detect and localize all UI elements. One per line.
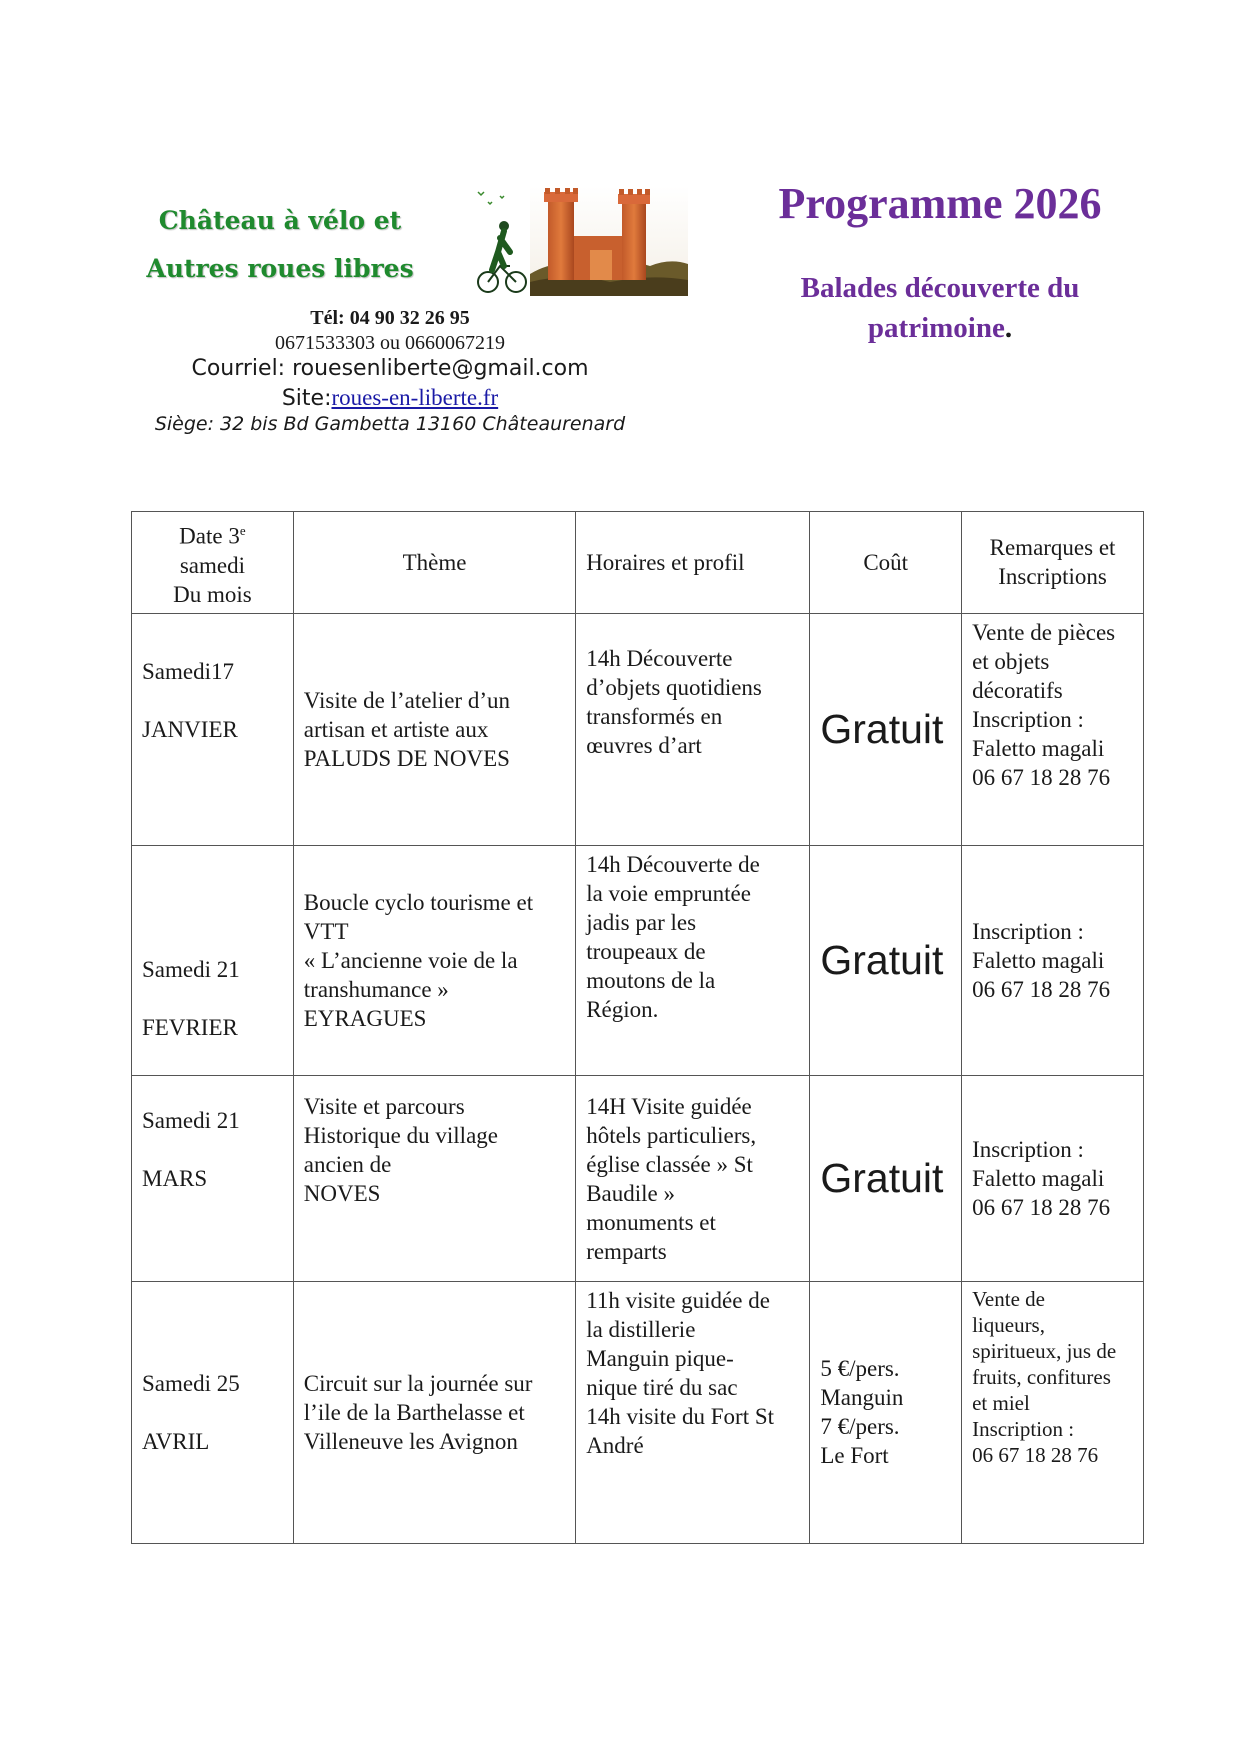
program-table <box>131 511 1144 1544</box>
row-month: AVRIL <box>142 1428 210 1454</box>
table-row <box>132 1075 1144 1281</box>
program-subtitle-text: Balades découverte du patrimoine <box>800 272 1080 344</box>
row-theme <box>293 1075 575 1281</box>
cout-line: 7 €/pers. <box>820 1414 900 1440</box>
horaires-line: 14H Visite guidée <box>586 1093 752 1119</box>
remarque-line: Vente de <box>972 1286 1045 1311</box>
remarque-line: décoratifs <box>972 677 1063 703</box>
row-month: MARS <box>142 1165 208 1191</box>
row-remarques <box>962 613 1144 845</box>
cout-line: Le Fort <box>820 1443 889 1469</box>
remarque-line: 06 67 18 28 76 <box>972 1442 1099 1467</box>
horaires-line: 14h Découverte <box>586 645 733 671</box>
theme-line: VTT <box>303 918 349 944</box>
phone-landline: Tél: 04 90 32 26 95 <box>310 307 470 329</box>
remarque-line: fruits, confitures <box>972 1364 1111 1389</box>
row-cout <box>810 1281 962 1543</box>
row-cout: Gratuit <box>810 1075 962 1281</box>
horaires-line: Baudile » <box>586 1180 675 1206</box>
horaires-line: 11h visite guidée de <box>586 1287 770 1313</box>
table-row <box>132 845 1144 1075</box>
remarque-line: et miel <box>972 1390 1030 1415</box>
theme-line: EYRAGUES <box>303 1005 427 1031</box>
remarque-line: Inscription : <box>972 706 1084 732</box>
cout-line: 5 €/pers. <box>820 1356 900 1382</box>
program-title: Programme 2026 <box>778 179 1102 228</box>
horaires-line: remparts <box>586 1238 667 1264</box>
header-date-b: samedi <box>179 552 245 578</box>
program-subtitle <box>760 268 1120 348</box>
horaires-line: monuments et <box>586 1209 716 1235</box>
header-cout: Coût <box>810 512 962 614</box>
cout-line: Manguin <box>820 1385 904 1411</box>
castle-cyclist-logo <box>470 186 688 296</box>
horaires-line: jadis par les <box>586 909 697 935</box>
header-remarques-a: Remarques et <box>989 535 1116 561</box>
remarque-line: 06 67 18 28 76 <box>972 764 1111 790</box>
header-theme: Thème <box>293 512 575 614</box>
header-date <box>132 512 294 614</box>
remarque-line: 06 67 18 28 76 <box>972 1194 1111 1220</box>
site-line <box>120 385 660 411</box>
remarque-line: Inscription : <box>972 1416 1075 1441</box>
theme-line: Visite de l’atelier d’un <box>303 687 510 713</box>
header-remarques <box>962 512 1144 614</box>
theme-line: NOVES <box>303 1180 381 1206</box>
site-link[interactable]: roues-en-liberte.fr <box>331 385 499 410</box>
row-day: Samedi17 <box>142 658 234 684</box>
siege-address: Siège: 32 bis Bd Gambetta 13160 Châteaurenard <box>154 413 626 435</box>
theme-line: Boucle cyclo tourisme et <box>303 889 534 915</box>
horaires-line: 14h visite du Fort St <box>586 1403 775 1429</box>
org-name-line2: Autres roues libres <box>146 254 414 283</box>
row-remarques <box>962 845 1144 1075</box>
row-remarques <box>962 1281 1144 1543</box>
horaires-line: église classée » St <box>586 1151 753 1177</box>
theme-line: transhumance » <box>303 976 449 1002</box>
horaires-line: d’objets quotidiens <box>586 674 762 700</box>
remarque-line: 06 67 18 28 76 <box>972 976 1111 1002</box>
theme-line: « L’ancienne voie de la <box>303 947 518 973</box>
horaires-line: André <box>586 1432 644 1458</box>
row-date <box>132 1075 294 1281</box>
header-date-a: Date 3 <box>179 523 240 549</box>
row-horaires <box>576 613 810 845</box>
theme-line: Circuit sur la journée sur <box>303 1370 533 1396</box>
header-date-sup: e <box>239 523 246 538</box>
horaires-line: transformés en <box>586 703 723 729</box>
row-date <box>132 613 294 845</box>
horaires-line: Région. <box>586 996 659 1022</box>
horaires-line: Manguin pique- <box>586 1345 734 1371</box>
row-day: Samedi 21 <box>142 1107 240 1133</box>
theme-line: l’ile de la Barthelasse et <box>303 1399 525 1425</box>
horaires-line: la distillerie <box>586 1316 696 1342</box>
row-cout: Gratuit <box>810 845 962 1075</box>
horaires-line: 14h Découverte de <box>586 851 760 877</box>
row-month: FEVRIER <box>142 1014 238 1040</box>
header-date-c: Du mois <box>173 581 252 607</box>
email-line: Courriel: rouesenliberte@gmail.com <box>191 356 589 381</box>
row-theme <box>293 613 575 845</box>
program-subtitle-dot: . <box>1004 312 1013 344</box>
remarque-line: et objets <box>972 648 1050 674</box>
table-header-row <box>132 512 1144 614</box>
theme-line: artisan et artiste aux <box>303 716 489 742</box>
theme-line: Visite et parcours <box>303 1093 465 1119</box>
row-horaires <box>576 1075 810 1281</box>
row-remarques <box>962 1075 1144 1281</box>
theme-line: Historique du village <box>303 1122 498 1148</box>
row-date <box>132 845 294 1075</box>
remarque-line: Faletto magali <box>972 735 1105 761</box>
horaires-line: nique tiré du sac <box>586 1374 738 1400</box>
remarque-line: Faletto magali <box>972 947 1105 973</box>
remarque-line: Vente de pièces <box>972 619 1116 645</box>
theme-line: Villeneuve les Avignon <box>303 1428 518 1454</box>
remarque-line: Inscription : <box>972 1136 1084 1162</box>
row-horaires <box>576 845 810 1075</box>
remarque-line: liqueurs, <box>972 1312 1045 1337</box>
site-label: Site: <box>281 386 332 411</box>
table-row <box>132 1281 1144 1543</box>
header-horaires: Horaires et profil <box>576 512 810 614</box>
horaires-line: troupeaux de <box>586 938 706 964</box>
remarque-line: Inscription : <box>972 918 1084 944</box>
horaires-line: œuvres d’art <box>586 732 702 758</box>
row-day: Samedi 25 <box>142 1370 240 1396</box>
row-date <box>132 1281 294 1543</box>
remarque-line: spiritueux, jus de <box>972 1338 1117 1363</box>
remarque-line: Faletto magali <box>972 1165 1105 1191</box>
org-name-line1: Château à vélo et <box>158 206 402 235</box>
row-theme <box>293 845 575 1075</box>
horaires-line: la voie empruntée <box>586 880 751 906</box>
horaires-line: moutons de la <box>586 967 716 993</box>
row-month: JANVIER <box>142 716 238 742</box>
row-horaires <box>576 1281 810 1543</box>
phone-mobiles: 0671533303 ou 0660067219 <box>275 332 505 354</box>
row-cout: Gratuit <box>810 613 962 845</box>
row-day: Samedi 21 <box>142 956 240 982</box>
theme-line: ancien de <box>303 1151 392 1177</box>
theme-line: PALUDS DE NOVES <box>303 745 510 771</box>
row-theme <box>293 1281 575 1543</box>
header-remarques-b: Inscriptions <box>998 564 1107 590</box>
table-row <box>132 613 1144 845</box>
horaires-line: hôtels particuliers, <box>586 1122 757 1148</box>
